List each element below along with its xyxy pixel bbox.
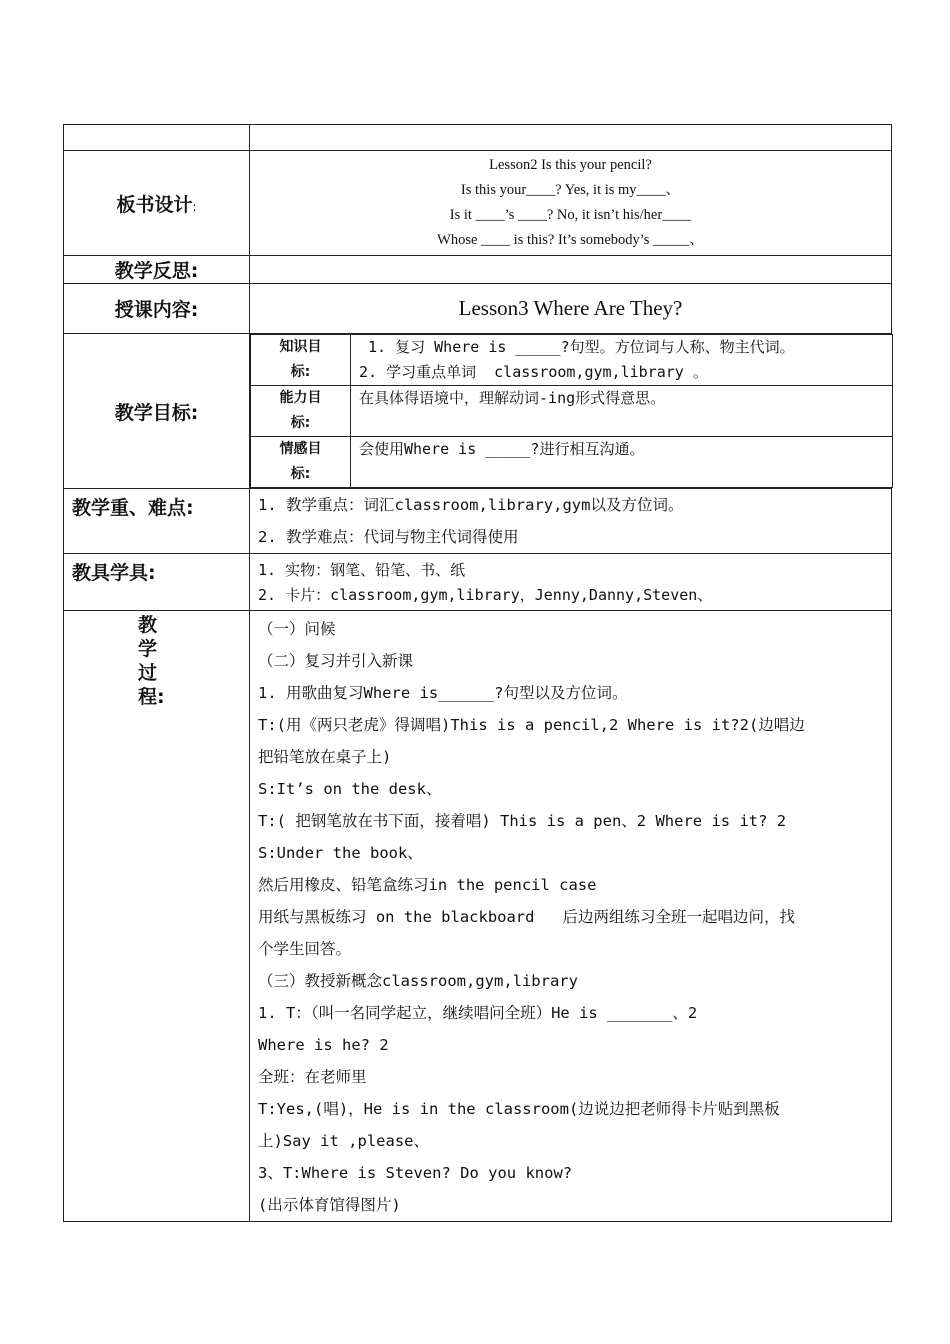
process-label: 教 学 过 程:: [138, 614, 165, 708]
keypoints-row: [64, 489, 892, 554]
process-line: S:Under the book、: [258, 844, 423, 862]
tools-row: [64, 554, 892, 611]
goal-label: 能力目 标:: [251, 386, 351, 437]
process-line: （三）教授新概念classroom,gym,library: [258, 972, 578, 990]
goals-row: [64, 334, 892, 489]
process-line: （二）复习并引入新课: [258, 652, 414, 670]
keypoints-content: [250, 489, 892, 554]
goal-label: 知识目 标:: [251, 335, 351, 386]
goal-text: 1. 复习 Where is _____?句型。方位词与人称、物主代词。 2. 学习重点单词 classroom,gym,library 。: [351, 335, 893, 386]
process-line: 全班：在老师里: [258, 1068, 367, 1086]
process-line: T:(用《两只老虎》得调唱)This is a pencil,2 Where is it?2(边唱边: [258, 716, 805, 734]
goals-table: [250, 334, 893, 488]
lesson-plan-page: [63, 124, 891, 1222]
goal-row: [251, 386, 893, 437]
lesson-plan-table: [63, 124, 892, 1222]
board-line: Lesson2 Is this your pencil?: [489, 157, 652, 173]
tool-line: 1. 实物：钢笔、铅笔、书、纸: [258, 561, 466, 579]
goals-label: 教学目标:: [64, 334, 250, 489]
tools-label: 教具学具:: [64, 554, 250, 611]
process-line: 上)Say it ,please、: [258, 1132, 429, 1150]
keypoint-line: 1. 教学重点：词汇classroom,library,gym以及方位词。: [258, 496, 684, 514]
reflection-content: [250, 256, 892, 284]
board-line: Is it ____’s ____? No, it isn’t his/her____: [449, 207, 692, 223]
content-row: [64, 284, 892, 334]
goal-text: 会使用Where is _____?进行相互沟通。: [351, 437, 893, 488]
process-line: S:It’s on the desk、: [258, 780, 442, 798]
process-line: 把铅笔放在桌子上): [258, 748, 392, 766]
keypoint-line: 2. 教学难点：代词与物主代词得使用: [258, 528, 519, 546]
goals-cell: [250, 334, 892, 489]
blank-row: [64, 125, 892, 151]
goal-label: 情感目 标:: [251, 437, 351, 488]
tools-content: [250, 554, 892, 611]
goal-row: [251, 335, 893, 386]
process-content: [250, 611, 892, 1222]
board-design-content: [250, 151, 892, 256]
tool-line: 2. 卡片：classroom,gym,library，Jenny,Danny,Steven、: [258, 586, 713, 604]
board-design-label: 板书设计:: [64, 151, 250, 256]
process-line: 用纸与黑板练习 on the blackboard 后边两组练习全班一起唱边问，找: [258, 908, 795, 926]
goal-row: [251, 437, 893, 488]
reflection-row: [64, 256, 892, 284]
process-line: 3、T:Where is Steven? Do you know?: [258, 1164, 573, 1182]
process-line: 1. T：（叫一名同学起立，继续唱问全班）He is _______、2: [258, 1004, 698, 1022]
board-line: Whose ____ is this? It’s somebody’s _____、: [437, 232, 704, 248]
board-line: Is this your____? Yes, it is my____、: [460, 182, 681, 198]
board-design-row: [64, 151, 892, 256]
process-line: 个学生回答。: [258, 940, 352, 958]
process-line: (出示体育馆得图片): [258, 1196, 401, 1214]
process-line: 然后用橡皮、铅笔盒练习in the pencil case: [258, 876, 597, 894]
process-line: T:( 把钢笔放在书下面，接着唱) This is a pen、2 Where is it? 2: [258, 812, 787, 830]
process-line: Where is he? 2: [258, 1036, 389, 1054]
goal-text: 在具体得语境中，理解动词-ing形式得意思。: [351, 386, 893, 437]
process-label-cell: [64, 611, 250, 1222]
process-line: T:Yes,(唱)，He is in the classroom(边说边把老师得卡片贴到黑板: [258, 1100, 780, 1118]
process-line: 1. 用歌曲复习Where is______?句型以及方位词。: [258, 684, 628, 702]
lesson-title: Lesson3 Where Are They?: [250, 284, 892, 334]
content-label: 授课内容:: [64, 284, 250, 334]
process-row: [64, 611, 892, 1222]
keypoints-label: 教学重、难点:: [64, 489, 250, 554]
reflection-label: 教学反思:: [64, 256, 250, 284]
process-line: （一）问候: [258, 620, 336, 638]
